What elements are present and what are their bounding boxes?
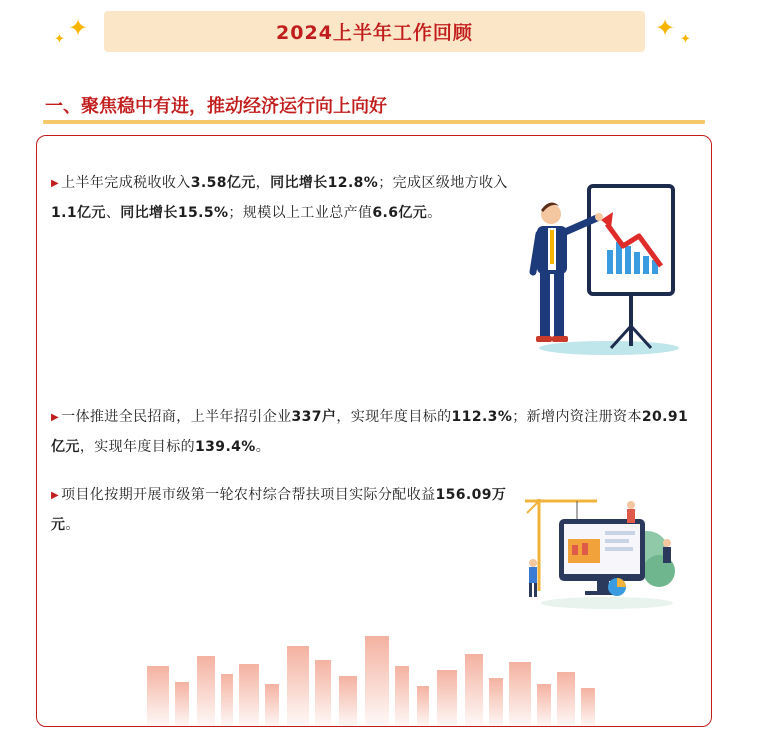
highlight-value: 1.1亿元 [51, 205, 106, 222]
text: ，实现年度目标的 [79, 439, 196, 456]
text: 。 [427, 205, 442, 222]
text: 上半年完成税收收入 [61, 175, 191, 191]
highlight-value: 139.4% [195, 439, 256, 456]
content-card [36, 135, 712, 727]
highlight-value: 3.58亿元 [190, 175, 256, 191]
presenter-chart-illustration [527, 176, 687, 358]
text: 。 [65, 517, 80, 534]
page-title: 2024上半年工作回顾 [104, 11, 645, 52]
highlight-value: 同比增长15.5% [120, 205, 229, 222]
bullet-triangle-icon: ▶ [51, 178, 60, 189]
text: ；规模以上工业总产值 [228, 205, 373, 222]
text: ；新增内资注册资本 [512, 409, 642, 425]
highlight-value: 112.3% [451, 409, 513, 425]
sparkle-icon: ✦ [655, 14, 676, 42]
highlight-value: 156.09万元 [51, 487, 507, 534]
sparkle-icon: ✦ [680, 32, 691, 47]
highlight-value: 同比增长12.8% [270, 175, 379, 191]
highlight-value: 6.6亿元 [372, 205, 428, 222]
sparkle-icon: ✦ [68, 14, 89, 42]
section-title: 一、聚焦稳中有进，推动经济运行向上向好 [45, 96, 387, 117]
text: ，实现年度目标的 [336, 409, 452, 425]
bullet-triangle-icon: ▶ [51, 412, 60, 423]
sparkle-icon: ✦ [54, 32, 65, 47]
paragraph-investment [51, 402, 701, 462]
highlight-value: 337户 [291, 409, 337, 425]
paragraph-tax-revenue [51, 168, 513, 228]
paragraph-rural-support [51, 480, 513, 540]
section-underline [43, 120, 705, 124]
text: 、 [105, 205, 121, 222]
highlight-value: 20.91亿元 [51, 409, 689, 456]
city-skyline-illustration [137, 626, 607, 727]
text: 项目化按期开展市级第一轮农村综合帮扶项目实际分配收益 [61, 487, 436, 503]
construction-dashboard-illustration [517, 491, 677, 611]
bullet-triangle-icon: ▶ [51, 490, 60, 501]
text: ， [255, 175, 271, 191]
text: 一体推进全民招商，上半年招引企业 [61, 409, 292, 425]
text: ；完成区级地方收入 [378, 175, 508, 191]
text: 。 [255, 439, 271, 456]
